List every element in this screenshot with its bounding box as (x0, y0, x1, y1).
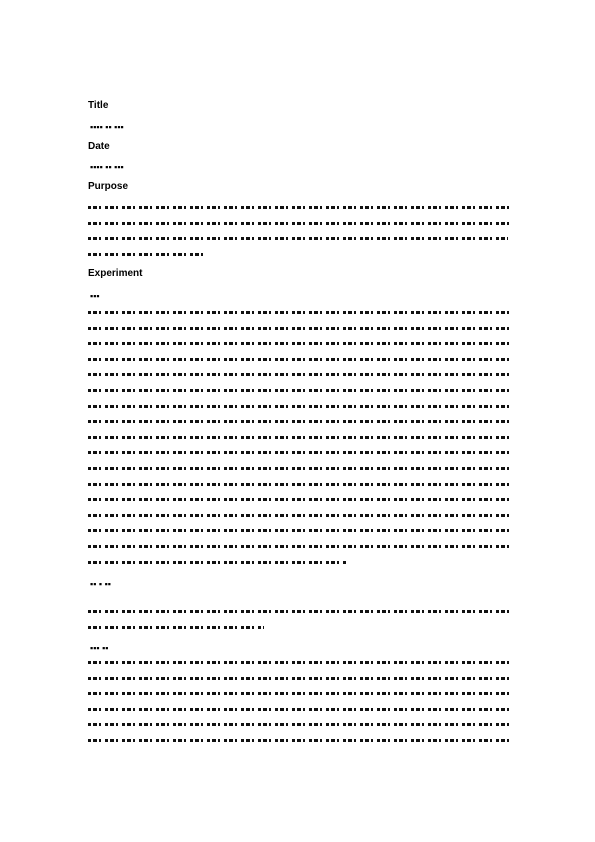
experiment-subhead: ▪▪▪ (90, 291, 100, 301)
date-value: ▪▪▪▪ ▪▪ ▪▪▪ (90, 162, 124, 172)
experiment-label: Experiment (88, 268, 143, 279)
title-value: ▪▪▪▪ ▪▪ ▪▪▪ (90, 122, 124, 132)
date-label: Date (88, 141, 110, 152)
title-label: Title (88, 100, 109, 111)
purpose-label: Purpose (88, 181, 129, 192)
discussion-heading: ▪▪▪ ▪▪ (90, 643, 109, 653)
experiment-paragraph (88, 311, 511, 576)
results-heading: ▪▪ ▪ ▪▪ (90, 579, 111, 589)
results-paragraph (88, 610, 511, 641)
purpose-paragraph (88, 206, 511, 268)
discussion-paragraph (88, 661, 511, 755)
